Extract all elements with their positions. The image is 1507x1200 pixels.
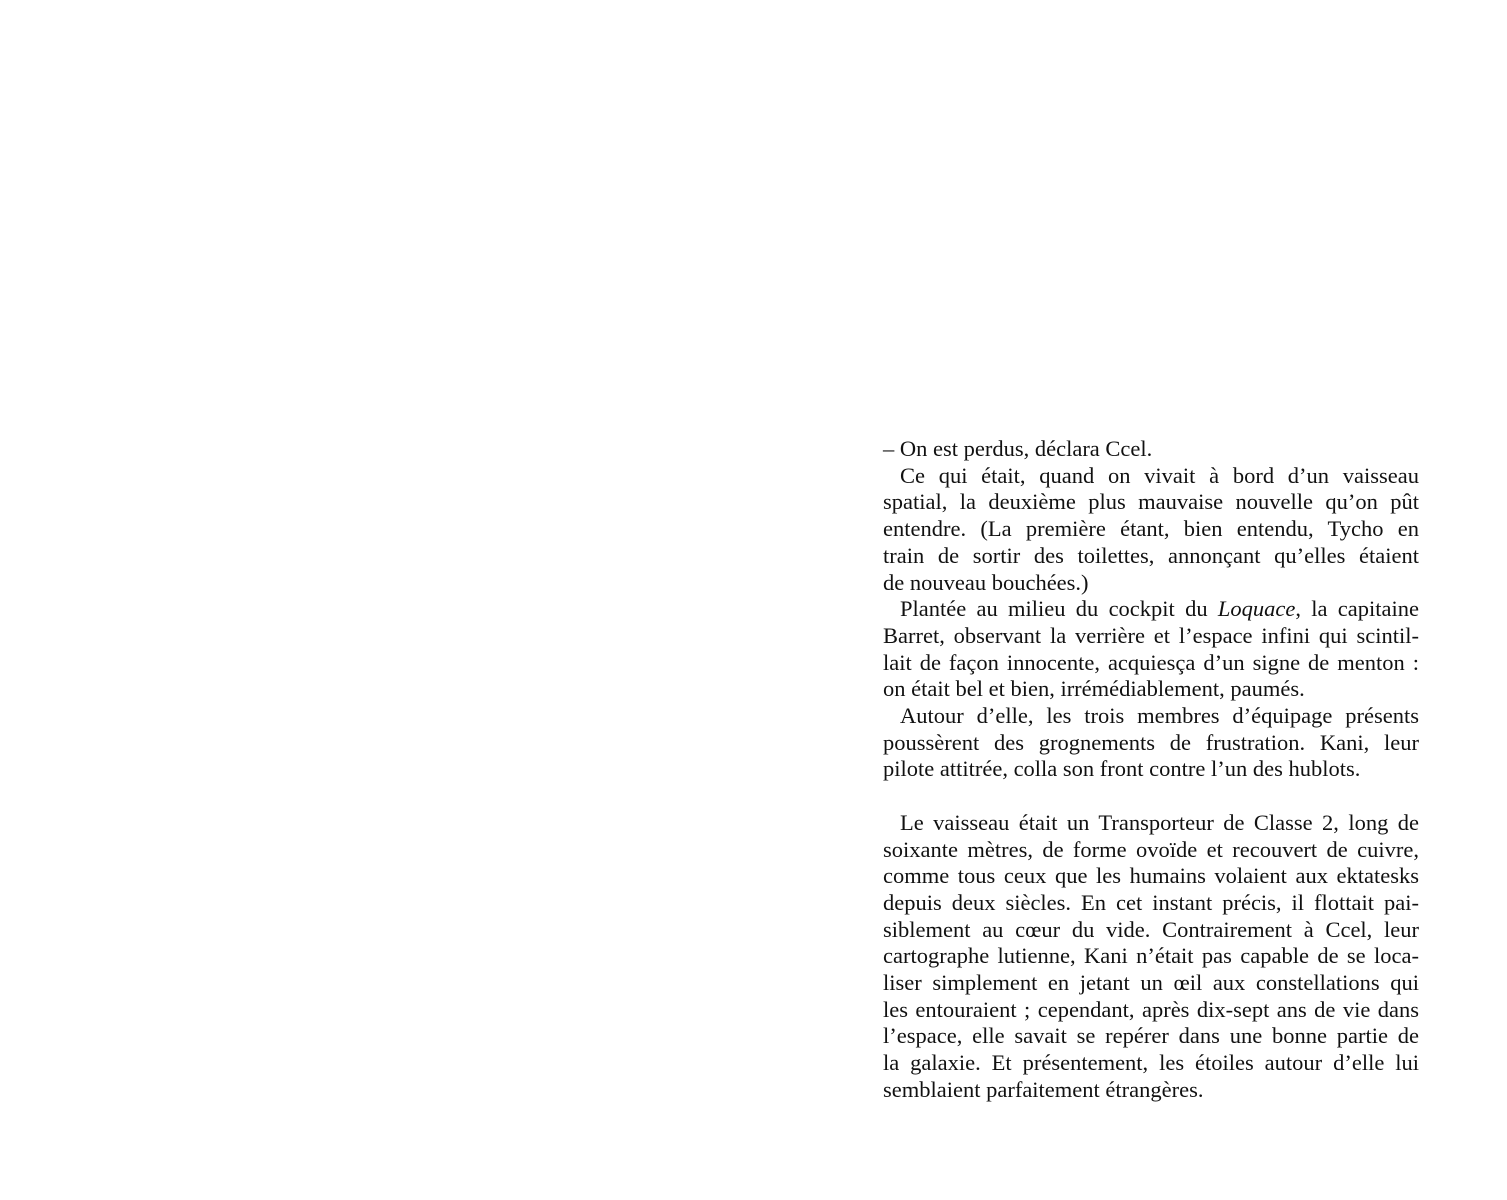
paragraph-4: [866, 703, 1419, 783]
text-line: la galaxie. Et présentement, les étoiles autour d’elle lui: [883, 1050, 1419, 1076]
paragraph-5: [866, 810, 1419, 1104]
paragraph-2: [866, 463, 1419, 597]
text-line: Ce qui était, quand on vivait à bord d’un vaisseau: [900, 462, 1419, 488]
text-line: liser simplement en jetant un œil aux constellations qui: [883, 970, 1419, 996]
text-line: depuis deux siècles. En cet instant précis, il flottait pai-: [883, 889, 1419, 915]
text-line: poussèrent des grognements de frustration. Kani, leur: [883, 729, 1419, 755]
text-line: cartographe lutienne, Kani n’était pas capable de se loca-: [883, 943, 1419, 969]
text-line: lait de façon innocente, acquiesça d’un signe de menton :: [883, 649, 1419, 675]
text-line: l’espace, elle savait se repérer dans une bonne partie de: [883, 1023, 1419, 1049]
text-line: les entouraient ; cependant, après dix-sept ans de vie dans: [883, 996, 1419, 1022]
text-line: de nouveau bouchées.): [883, 569, 1089, 595]
text-run: , la capitaine: [1295, 596, 1419, 622]
left-page-blank: [0, 0, 753, 1200]
text-line: comme tous ceux que les humains volaient aux ektatesks: [883, 863, 1419, 889]
text-line: on était bel et bien, irrémédiablement, paumés.: [883, 676, 1305, 702]
text-line: train de sortir des toilettes, annonçant qu’elles étaient: [883, 542, 1419, 568]
ship-name-italic: Loquace: [1217, 596, 1296, 622]
right-page: [753, 0, 1507, 1200]
text-line: Barret, observant la verrière et l’espace infini qui scintil-: [883, 622, 1419, 648]
text-line: siblement au cœur du vide. Contrairement à Ccel, leur: [883, 916, 1419, 942]
text-line: spatial, la deuxième plus mauvaise nouvelle qu’on pût: [883, 489, 1419, 515]
paragraph-1: [866, 436, 1419, 463]
text-line: entendre. (La première étant, bien entendu, Tycho en: [883, 516, 1419, 542]
text-line: Autour d’elle, les trois membres d’équipage présents: [900, 703, 1419, 729]
text-line: soixante mètres, de forme ovoïde et recouvert de cuivre,: [883, 836, 1419, 862]
text-line: semblaient parfaitement étrangères.: [883, 1076, 1204, 1102]
paragraph-3: [866, 596, 1419, 703]
text-run: Plantée au milieu du cockpit du: [900, 596, 1218, 622]
text-line: – On est perdus, déclara Ccel.: [883, 436, 1153, 461]
text-line: Le vaisseau était un Transporteur de Classe 2, long de: [900, 809, 1419, 835]
text-line: pilote attitrée, colla son front contre l’un des hublots.: [883, 756, 1361, 782]
text-line: [866, 596, 1419, 623]
body-text: [866, 436, 1419, 1104]
